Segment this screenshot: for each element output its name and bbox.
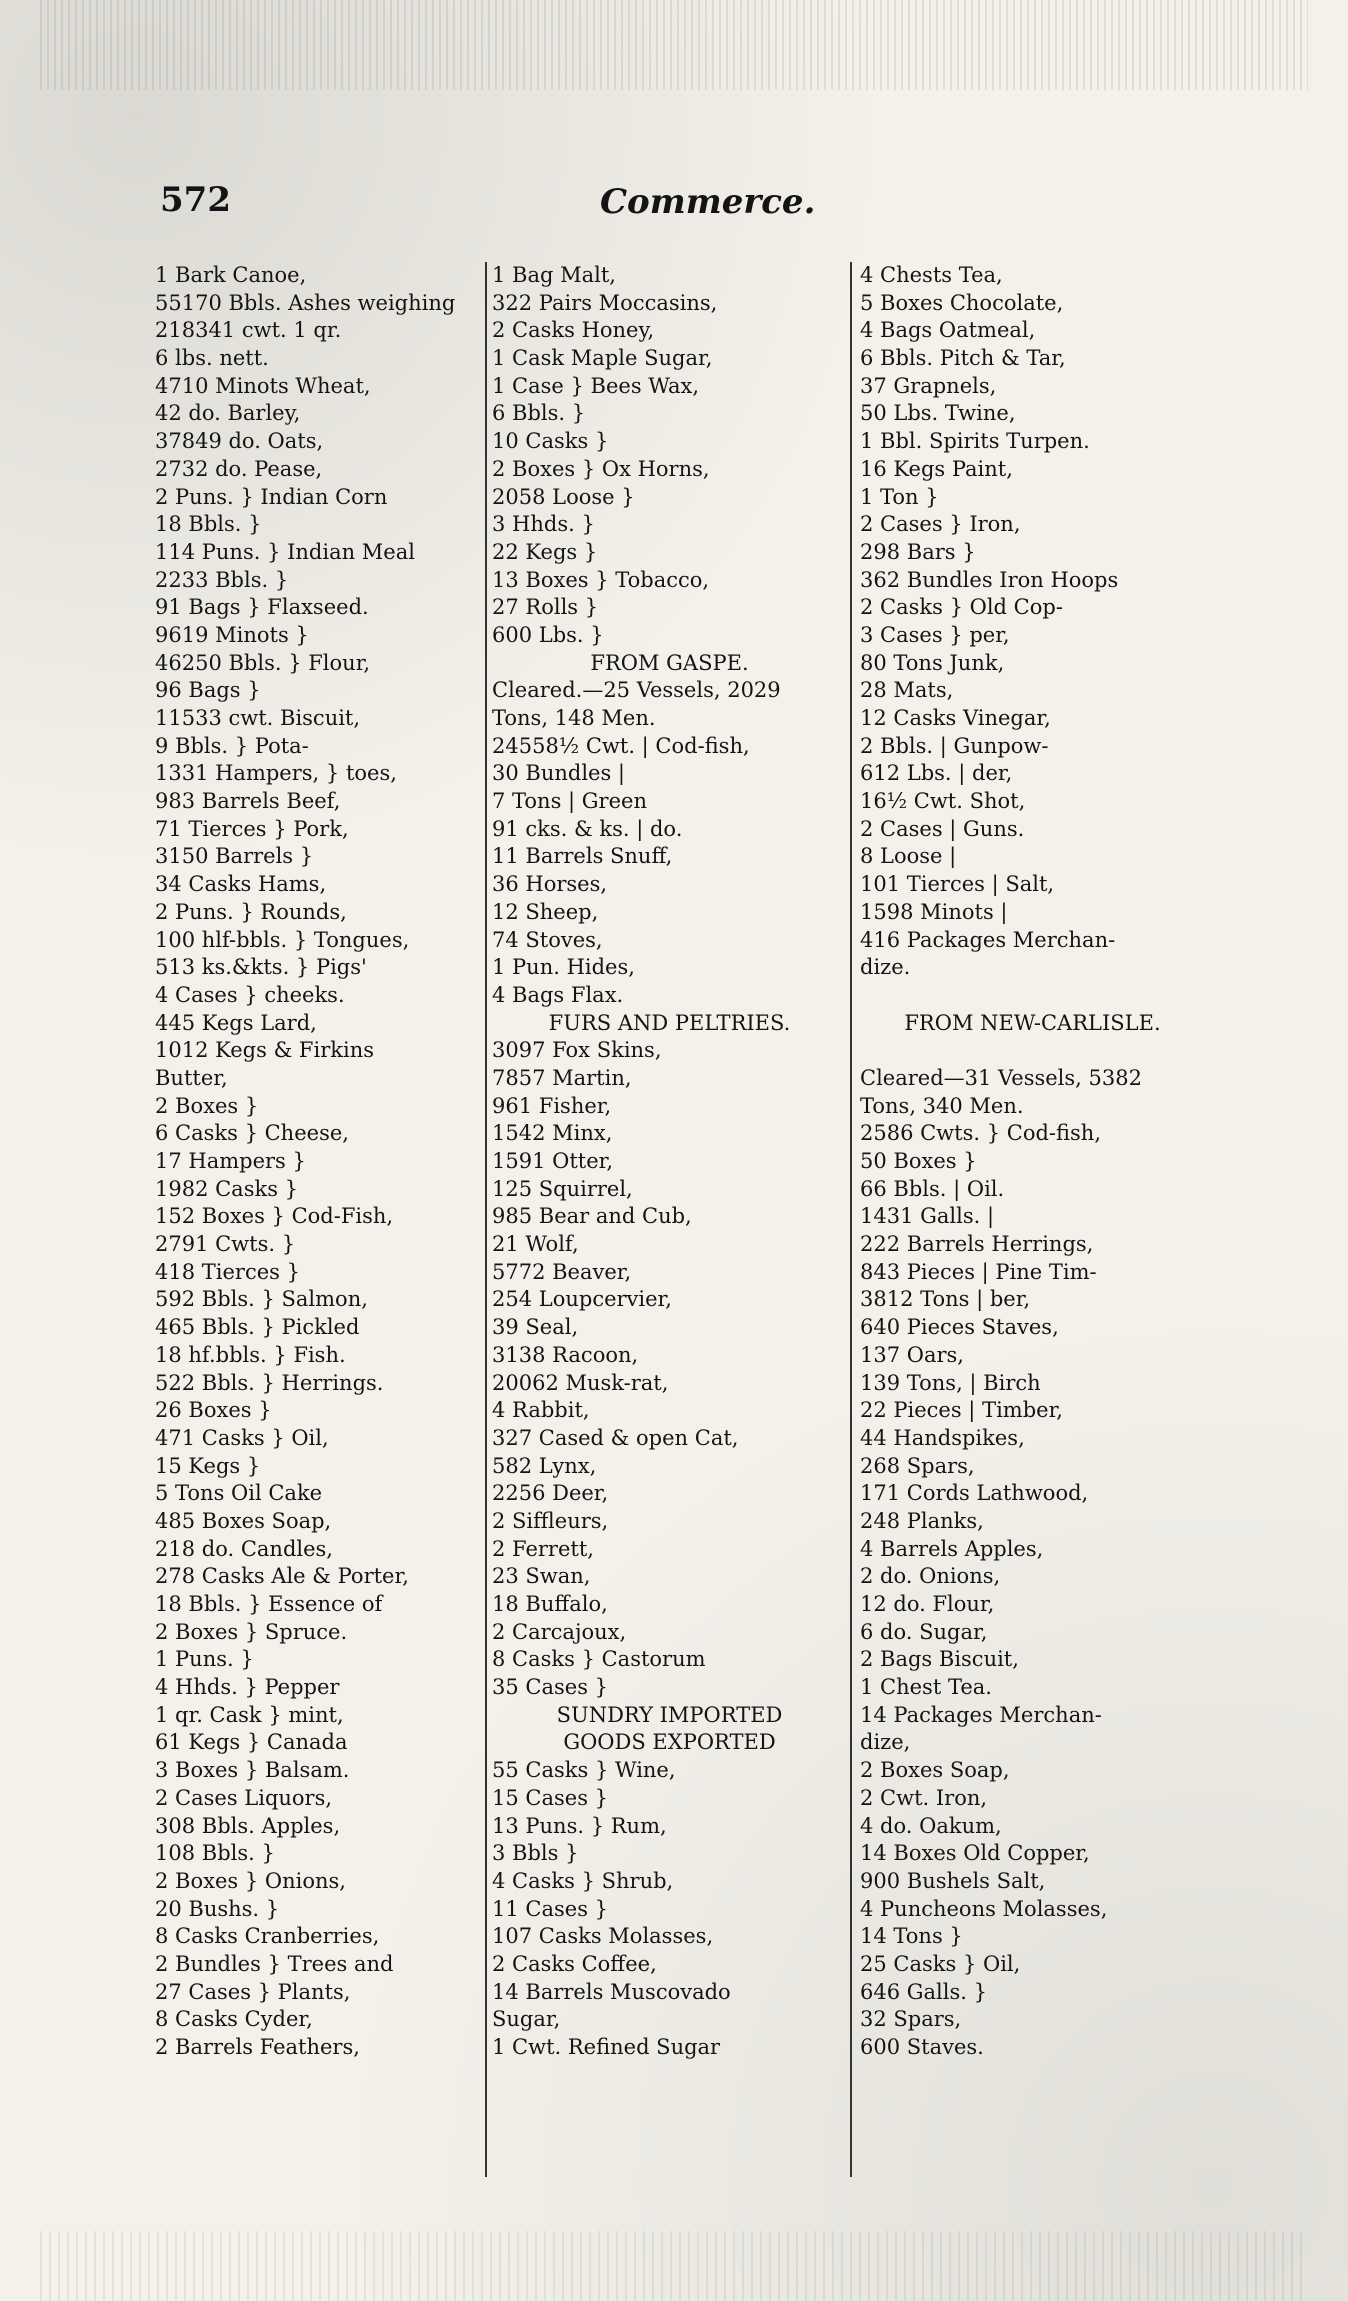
ledger-line: 2 Barrels Feathers,	[155, 2035, 360, 2059]
ledger-line: dize,	[860, 1730, 911, 1755]
ledger-line: 14 Barrels Muscovado	[492, 1979, 731, 2004]
ledger-line: 37849 do. Oats,	[155, 429, 324, 454]
ledger-line: 4 Bags Oatmeal,	[860, 318, 1036, 343]
ledger-line: 1 Cask Maple Sugar,	[492, 346, 713, 371]
ledger-line: 2 do. Onions,	[860, 1564, 1001, 1589]
ledger-line: 646 Galls. }	[860, 1979, 987, 2004]
ledger-line	[860, 982, 1205, 1010]
ledger-line: 137 Oars,	[860, 1342, 964, 1367]
ledger-line: 7857 Martin,	[492, 1065, 632, 1090]
ledger-line: 108 Bbls. }	[155, 1841, 275, 1866]
ledger-line: 4 Chests Tea,	[860, 263, 1003, 287]
ledger-line: 2 Ferrett,	[492, 1536, 594, 1561]
ledger-line: 2791 Cwts. }	[155, 1232, 296, 1257]
ledger-line: 11 Barrels Snuff,	[492, 844, 673, 869]
ledger-line: 961 Fisher,	[492, 1093, 612, 1118]
ledger-line: 1598 Minots |	[860, 899, 1008, 924]
ledger-line: 96 Bags }	[155, 678, 261, 703]
ledger-line: 26 Boxes }	[155, 1398, 272, 1423]
ledger-line: 254 Loupcervier,	[492, 1287, 672, 1312]
ledger-line: 16½ Cwt. Shot,	[860, 789, 1026, 814]
ledger-line: 91 cks. & ks. | do.	[492, 816, 683, 841]
ledger-line: 362 Bundles Iron Hoops	[860, 567, 1119, 592]
ledger-line: 55170 Bbls. Ashes weighing	[155, 290, 456, 315]
ledger-line: 12 Casks Vinegar,	[860, 706, 1051, 730]
ledger-line: Sugar,	[492, 2007, 561, 2032]
ledger-line: 1431 Galls. |	[860, 1204, 995, 1229]
ledger-line: 445 Kegs Lard,	[155, 1010, 317, 1035]
ledger-line: 843 Pieces | Pine Tim-	[860, 1259, 1097, 1284]
ledger-line: 985 Bear and Cub,	[492, 1204, 692, 1229]
page-number: 572	[160, 180, 231, 220]
ledger-line: 983 Barrels Beef,	[155, 789, 341, 814]
ledger-line: 12 Sheep,	[492, 899, 599, 924]
ledger-line: 2 Boxes } Ox Horns,	[492, 456, 710, 481]
ledger-line: 23 Swan,	[492, 1564, 591, 1589]
ledger-line: 2 Cwt. Iron,	[860, 1785, 988, 1810]
column-left	[155, 262, 485, 2062]
ledger-line: 42 do. Barley,	[155, 401, 301, 426]
ledger-line: 13 Puns. } Rum,	[492, 1813, 667, 1838]
ledger-line: 1542 Minx,	[492, 1121, 613, 1146]
ledger-line: 12 do. Flour,	[860, 1592, 995, 1616]
ledger-line: 2 Bbls. | Gunpow-	[860, 733, 1049, 758]
ledger-line: 10 Casks }	[492, 429, 609, 454]
ledger-line: 21 Wolf,	[492, 1232, 579, 1257]
ledger-line: 1 Puns. }	[155, 1647, 254, 1672]
ledger-line: Cleared—31 Vessels, 5382	[860, 1065, 1142, 1090]
ledger-line: 416 Packages Merchan-	[860, 927, 1116, 952]
ledger-line: 3150 Barrels }	[155, 844, 314, 869]
ledger-line: 600 Lbs. }	[492, 622, 604, 647]
ledger-line: 35 Cases }	[492, 1675, 609, 1700]
ledger-line: 14 Packages Merchan-	[860, 1702, 1102, 1727]
ledger-line: 27 Rolls }	[492, 595, 599, 620]
ledger-line: 1 Ton }	[860, 484, 939, 509]
ledger-line: 22 Pieces | Timber,	[860, 1398, 1063, 1423]
ledger-line: 24558½ Cwt. | Cod-fish,	[492, 733, 750, 758]
ledger-line: 278 Casks Ale & Porter,	[155, 1564, 409, 1589]
ledger-line: 471 Casks } Oil,	[155, 1425, 329, 1450]
ledger-line: FURS AND PELTRIES.	[548, 1010, 791, 1035]
ledger-line: Tons, 148 Men.	[492, 706, 656, 730]
ledger-line: 11 Cases }	[492, 1896, 609, 1921]
ledger-line: 582 Lynx,	[492, 1453, 597, 1478]
ledger-line: 9619 Minots }	[155, 622, 309, 647]
ledger-line: 20 Bushs. }	[155, 1896, 280, 1921]
ledger-line: 418 Tierces }	[155, 1259, 300, 1284]
ledger-line: 28 Mats,	[860, 678, 954, 703]
ledger-line: 61 Kegs } Canada	[155, 1730, 348, 1755]
ledger-line: 11533 cwt. Biscuit,	[155, 706, 361, 730]
column-rule-left	[485, 262, 487, 2177]
ledger-line: 16 Kegs Paint,	[860, 456, 1013, 481]
ledger-line: 152 Boxes } Cod-Fish,	[155, 1204, 394, 1229]
ledger-line: 3 Cases } per,	[860, 622, 1010, 647]
ledger-line: 1 Pun. Hides,	[492, 955, 635, 980]
ledger-line: 5 Tons Oil Cake	[155, 1481, 323, 1506]
ledger-line: 1012 Kegs & Firkins	[155, 1038, 375, 1063]
column-right	[860, 262, 1205, 2062]
ledger-line: SUNDRY IMPORTED	[556, 1702, 783, 1727]
ledger-line: 2 Carcajoux,	[492, 1619, 627, 1644]
ledger-line: 1 Case } Bees Wax,	[492, 373, 700, 398]
ledger-line: 20062 Musk-rat,	[492, 1370, 669, 1395]
ledger-line: 8 Casks Cyder,	[155, 2007, 313, 2032]
ledger-line: 268 Spars,	[860, 1453, 975, 1478]
ledger-line: 8 Loose |	[860, 844, 957, 869]
ledger-line: 327 Cased & open Cat,	[492, 1425, 739, 1450]
ledger-line: 9 Bbls. } Pota-	[155, 733, 309, 758]
ledger-line: 125 Squirrel,	[492, 1176, 633, 1201]
ledger-line: 1982 Casks }	[155, 1176, 299, 1201]
ledger-line: 114 Puns. } Indian Meal	[155, 539, 415, 564]
ledger-line: 2 Puns. } Rounds,	[155, 899, 347, 924]
ledger-line: 4 Casks } Shrub,	[492, 1868, 674, 1893]
ledger-line: GOODS EXPORTED	[563, 1730, 776, 1755]
ledger-line: 66 Bbls. | Oil.	[860, 1176, 1005, 1201]
ledger-line: 465 Bbls. } Pickled	[155, 1315, 360, 1340]
ledger-line: 2 Bags Biscuit,	[860, 1647, 1019, 1672]
ledger-line: 612 Lbs. | der,	[860, 761, 1013, 786]
ledger-line: 34 Casks Hams,	[155, 872, 327, 897]
ledger-line: 1 Cwt. Refined Sugar	[492, 2035, 721, 2059]
ledger-line: 1 Bag Malt,	[492, 263, 616, 287]
ledger-line: FROM GASPE.	[590, 650, 749, 675]
ledger-line: 100 hlf-bbls. } Tongues,	[155, 927, 410, 952]
ledger-line: 171 Cords Lathwood,	[860, 1481, 1089, 1506]
ledger-line: 600 Staves.	[860, 2035, 984, 2059]
ledger-line: Butter,	[155, 1065, 228, 1090]
ledger-line: 2256 Deer,	[492, 1481, 609, 1506]
ledger-line: 32 Spars,	[860, 2007, 962, 2032]
ledger-line: 1591 Otter,	[492, 1149, 614, 1173]
ledger-line: 44 Handspikes,	[860, 1425, 1025, 1450]
ledger-line: 4 Barrels Apples,	[860, 1536, 1044, 1561]
ledger-line: 6 lbs. nett.	[155, 346, 269, 371]
ledger-line: 1 Chest Tea.	[860, 1675, 992, 1700]
ledger-line: 6 do. Sugar,	[860, 1619, 988, 1644]
ledger-line: 50 Boxes }	[860, 1149, 977, 1173]
ledger-line: 2 Boxes } Spruce.	[155, 1619, 348, 1644]
ledger-line: 13 Boxes } Tobacco,	[492, 567, 710, 592]
ledger-line: 2 Cases } Iron,	[860, 512, 1021, 537]
ledger-line: 3812 Tons | ber,	[860, 1287, 1031, 1312]
ledger-line: 4 Bags Flax.	[492, 982, 624, 1007]
ledger-line: 4 Hhds. } Pepper	[155, 1675, 340, 1700]
ledger-line: 4 Rabbit,	[492, 1398, 590, 1423]
ledger-line: 2 Puns. } Indian Corn	[155, 484, 388, 509]
ledger-line: 248 Planks,	[860, 1508, 984, 1533]
ledger-line: Cleared.—25 Vessels, 2029	[492, 678, 781, 703]
ledger-line: 513 ks.&kts. } Pigs'	[155, 955, 367, 980]
ledger-line: 640 Pieces Staves,	[860, 1315, 1059, 1340]
ledger-line: 18 Buffalo,	[492, 1592, 608, 1616]
ledger-line: 71 Tierces } Pork,	[155, 816, 349, 841]
ledger-line: 8 Casks Cranberries,	[155, 1924, 380, 1949]
ledger-line: 218 do. Candles,	[155, 1536, 333, 1561]
ledger-line: 55 Casks } Wine,	[492, 1758, 676, 1783]
ledger-line: 2 Boxes Soap,	[860, 1758, 1010, 1783]
ledger-line: 3097 Fox Skins,	[492, 1038, 662, 1063]
ledger-line: 1 Bark Canoe,	[155, 263, 307, 287]
ledger-line: 25 Casks } Oil,	[860, 1951, 1021, 1976]
column-middle	[492, 262, 847, 2062]
ledger-line: 7 Tons | Green	[492, 789, 647, 814]
ledger-line: 4710 Minots Wheat,	[155, 373, 371, 398]
ledger-line: 74 Stoves,	[492, 927, 603, 952]
ledger-line: 592 Bbls. } Salmon,	[155, 1287, 368, 1312]
ledger-line: 2 Casks Honey,	[492, 318, 655, 343]
ledger-line: 4 Puncheons Molasses,	[860, 1896, 1108, 1921]
ledger-line: 2 Casks Coffee,	[492, 1951, 657, 1976]
ledger-line: 18 Bbls. } Essence of	[155, 1592, 383, 1616]
ledger-line: 6 Casks } Cheese,	[155, 1121, 349, 1146]
ledger-line: 2058 Loose }	[492, 484, 635, 509]
ledger-line: 322 Pairs Moccasins,	[492, 290, 718, 315]
ledger-line: 2 Cases Liquors,	[155, 1785, 333, 1810]
ledger-line: 6 Bbls. }	[492, 401, 586, 426]
ledger-line: 27 Cases } Plants,	[155, 1979, 351, 2004]
ledger-line: 15 Kegs }	[155, 1453, 261, 1478]
ledger-line: 5 Boxes Chocolate,	[860, 290, 1064, 315]
ledger-line: 1 Bbl. Spirits Turpen.	[860, 429, 1090, 454]
ledger-line: 522 Bbls. } Herrings.	[155, 1370, 384, 1395]
ledger-line: 17 Hampers }	[155, 1149, 306, 1173]
ledger-line: 18 hf.bbls. } Fish.	[155, 1342, 346, 1367]
ledger-line: 15 Cases }	[492, 1785, 609, 1810]
ledger-line	[860, 1037, 1205, 1065]
ledger-line: 8 Casks } Castorum	[492, 1647, 706, 1672]
ledger-line: 3138 Racoon,	[492, 1342, 639, 1367]
ledger-line: 2233 Bbls. }	[155, 567, 289, 592]
ledger-line: 37 Grapnels,	[860, 373, 997, 398]
ledger-line: 14 Tons }	[860, 1924, 963, 1949]
ledger-line: 36 Horses,	[492, 872, 608, 897]
ledger-line: 2586 Cwts. } Cod-fish,	[860, 1121, 1101, 1146]
ledger-line: dize.	[860, 955, 911, 980]
ledger-line: 3 Bbls }	[492, 1841, 579, 1866]
ledger-line: 91 Bags } Flaxseed.	[155, 595, 369, 620]
ledger-line: 30 Bundles |	[492, 761, 625, 786]
ledger-line: 139 Tons, | Birch	[860, 1370, 1041, 1395]
ledger-line: 308 Bbls. Apples,	[155, 1813, 341, 1838]
ledger-line: 107 Casks Molasses,	[492, 1924, 714, 1949]
ledger-line: 222 Barrels Herrings,	[860, 1232, 1094, 1257]
ledger-line: 1331 Hampers, } toes,	[155, 761, 397, 786]
ledger-line: 3 Hhds. }	[492, 512, 595, 537]
ledger-line: 298 Bars }	[860, 539, 976, 564]
ledger-line: 2 Cases | Guns.	[860, 816, 1025, 841]
ledger-line: 18 Bbls. }	[155, 512, 262, 537]
ledger-line: 39 Seal,	[492, 1315, 579, 1340]
ledger-line: 46250 Bbls. } Flour,	[155, 650, 371, 675]
ledger-line: 80 Tons Junk,	[860, 650, 1005, 675]
ledger-line: 4 do. Oakum,	[860, 1813, 1002, 1838]
ledger-line: 101 Tierces | Salt,	[860, 872, 1055, 897]
ledger-line: Tons, 340 Men.	[860, 1093, 1024, 1118]
ledger-line: 2 Boxes }	[155, 1093, 259, 1118]
ledger-line: 485 Boxes Soap,	[155, 1508, 332, 1533]
ledger-line: 1 qr. Cask } mint,	[155, 1702, 344, 1727]
ledger-line: 14 Boxes Old Copper,	[860, 1841, 1090, 1866]
ledger-line: 2 Bundles } Trees and	[155, 1951, 394, 1976]
ledger-line: 6 Bbls. Pitch & Tar,	[860, 346, 1066, 371]
ledger-line: 22 Kegs }	[492, 539, 598, 564]
ledger-line: 900 Bushels Salt,	[860, 1868, 1046, 1893]
ledger-line: 2 Casks } Old Cop-	[860, 595, 1063, 620]
ledger-line: 218341 cwt. 1 qr.	[155, 318, 342, 343]
ledger-line: 4 Cases } cheeks.	[155, 982, 345, 1007]
ledger-line: 2732 do. Pease,	[155, 456, 323, 481]
column-rule-right	[850, 262, 852, 2177]
ledger-line: 50 Lbs. Twine,	[860, 401, 1016, 426]
ledger-line: FROM NEW-CARLISLE.	[904, 1010, 1161, 1035]
ledger-line: 3 Boxes } Balsam.	[155, 1758, 350, 1783]
ledger-line: 2 Siffleurs,	[492, 1508, 609, 1533]
ledger-line: 2 Boxes } Onions,	[155, 1868, 346, 1893]
running-head: Commerce.	[600, 182, 816, 222]
ledger-line: 5772 Beaver,	[492, 1259, 632, 1284]
